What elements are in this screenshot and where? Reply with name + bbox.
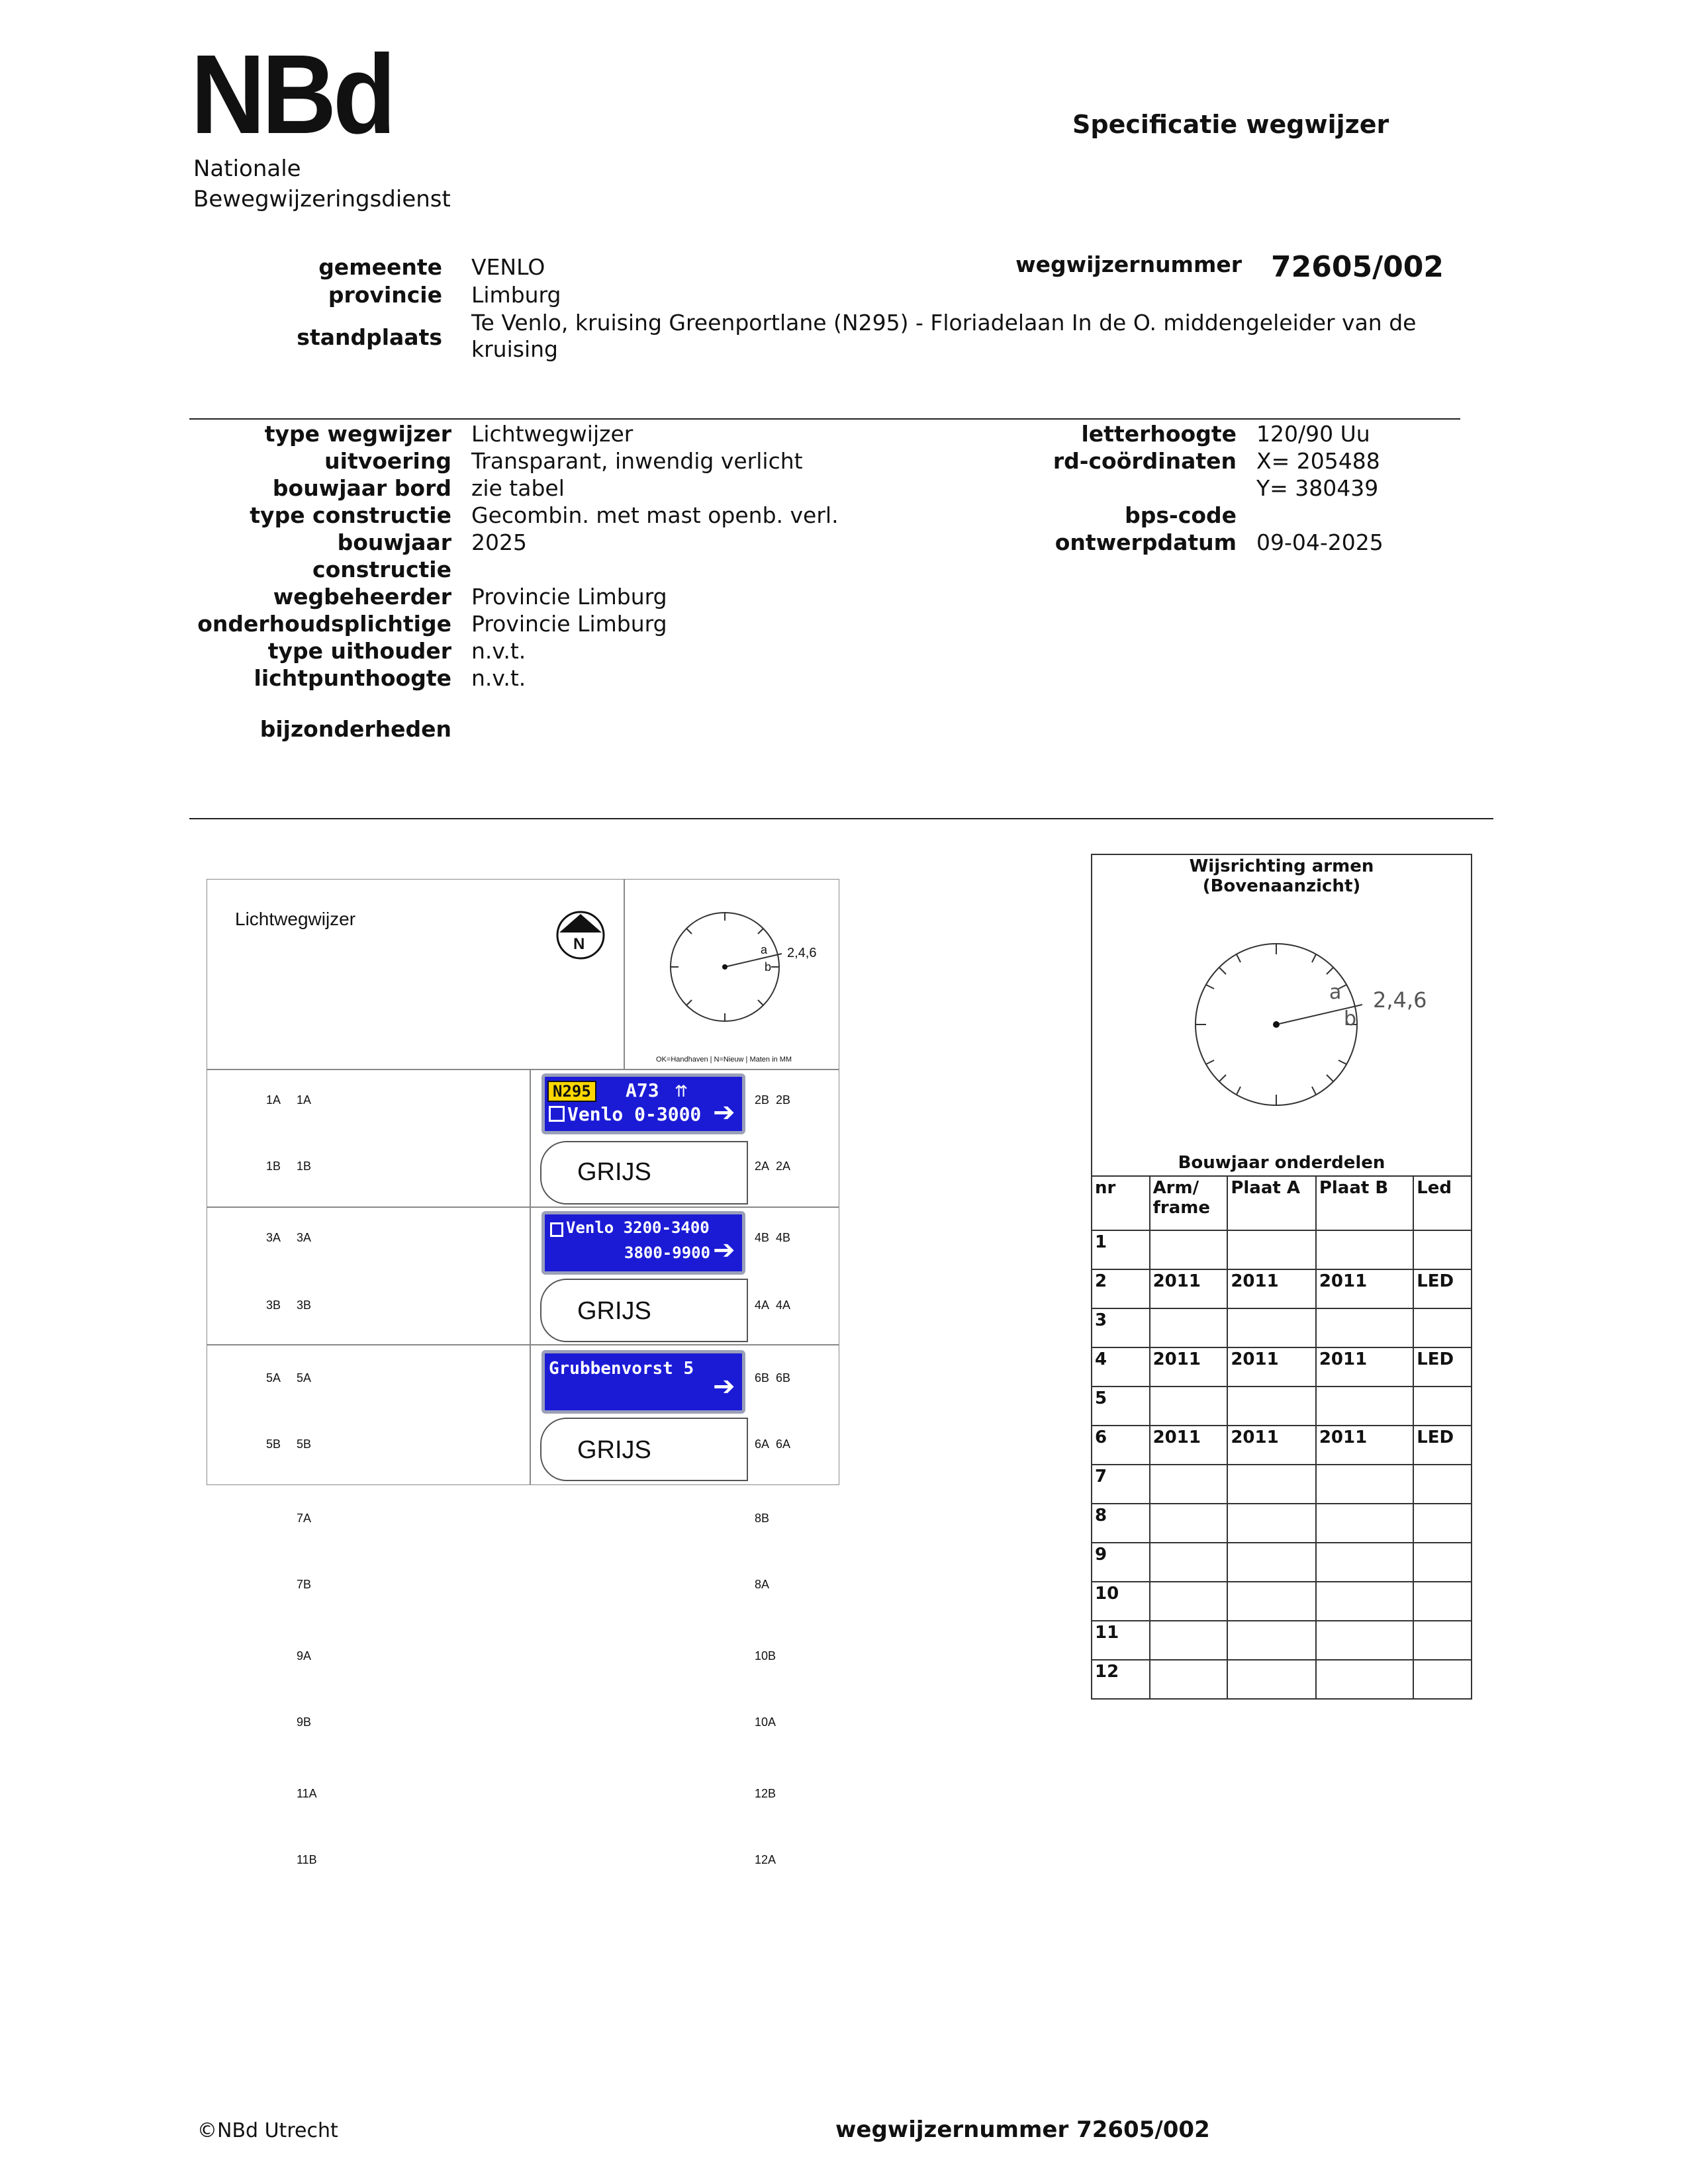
document-title: Specificatie wegwijzer: [1072, 110, 1389, 139]
plate-1-line1: A73: [626, 1079, 659, 1101]
plate-5: [541, 1350, 745, 1414]
extra-label-left: 7B: [297, 1578, 312, 1591]
table-cell: [1227, 1660, 1316, 1699]
sign-title-cell: [207, 879, 625, 1069]
logo-subtitle: Nationale Bewegwijzeringsdienst: [193, 156, 451, 212]
table-cell: 9: [1092, 1543, 1150, 1582]
table-row: [1092, 1426, 1472, 1465]
table-cell: [1227, 1543, 1316, 1582]
table-cell: [1227, 1621, 1316, 1660]
table-header-cell: Led: [1413, 1176, 1472, 1230]
table-cell: [1150, 1230, 1228, 1269]
table-cell: [1413, 1308, 1472, 1347]
spec-label: wegbeheerder: [273, 584, 451, 610]
footer-number: wegwijzernummer 72605/002: [835, 2116, 1210, 2143]
table-cell: [1227, 1504, 1316, 1543]
row-label-right-outer: 4B: [776, 1231, 791, 1244]
row-label-left-inner: 3B: [297, 1298, 312, 1312]
grey-label: GRIJS: [577, 1158, 651, 1186]
spec-value: zie tabel: [471, 475, 565, 501]
spec-value: X= 205488: [1256, 448, 1380, 474]
table-cell: 3: [1092, 1308, 1150, 1347]
row-label-right-inner: 4B: [755, 1231, 770, 1244]
extra-label-right: 8B: [755, 1512, 770, 1525]
provincie-label: provincie: [328, 282, 442, 308]
row-label-left-inner: 1A: [297, 1093, 312, 1107]
city-icon: [550, 1222, 563, 1237]
spec-label: rd-coördinaten: [1053, 448, 1237, 474]
direction-title: Wijsrichting armen (Bovenaanzicht): [1189, 856, 1374, 896]
table-header-cell: Plaat B: [1316, 1176, 1413, 1230]
wegwijzernummer-label: wegwijzernummer: [1015, 251, 1242, 277]
plate-6-grey: [540, 1418, 748, 1481]
spec-label: ontwerpdatum: [1055, 529, 1237, 555]
plate-2-grey: [540, 1141, 748, 1205]
spec-label: lichtpunthoogte: [254, 665, 451, 691]
table-cell: 2011: [1227, 1347, 1316, 1387]
extra-label-right: 12B: [755, 1787, 776, 1800]
provincie-value: Limburg: [471, 282, 561, 308]
spec-label: type uithouder: [267, 638, 451, 664]
extra-label-right: 10A: [755, 1715, 776, 1729]
plate-3-line2: 3800-9900: [624, 1244, 711, 1262]
spec-value: Provincie Limburg: [471, 584, 667, 610]
table-cell: [1413, 1387, 1472, 1426]
row-label-left-outer: 3A: [266, 1231, 281, 1244]
direction-angle-a: a: [1329, 981, 1342, 1004]
spec-value: Lichtwegwijzer: [471, 421, 633, 447]
mini-angle-a: a: [761, 943, 768, 956]
direction-panel: [1091, 854, 1472, 1177]
table-header-row: [1092, 1176, 1472, 1230]
spec-value: n.v.t.: [471, 665, 526, 691]
table-cell: 2011: [1316, 1347, 1413, 1387]
row-label-right-outer: 2A: [776, 1160, 791, 1173]
table-cell: [1150, 1504, 1228, 1543]
spec-value: Transparant, inwendig verlicht: [471, 448, 803, 474]
wegwijzernummer-value: 72605/002: [1271, 250, 1444, 284]
extra-label-left: 11A: [297, 1787, 317, 1800]
row-label-right-outer: 6A: [776, 1437, 791, 1451]
gemeente-label: gemeente: [318, 254, 442, 280]
table-cell: 2011: [1150, 1347, 1228, 1387]
sign-legend: OK=Handhaven | N=Nieuw | Maten in MM: [656, 1056, 792, 1064]
spec-value: Provincie Limburg: [471, 611, 667, 637]
spec-label: uitvoering: [324, 448, 451, 474]
table-cell: [1227, 1308, 1316, 1347]
row-label-right-inner: 2B: [755, 1093, 770, 1107]
sign-type-label: Lichtwegwijzer: [235, 909, 356, 929]
spec-value: 120/90 Uu: [1256, 421, 1370, 447]
spec-label: type constructie: [250, 502, 451, 528]
city-icon: [549, 1106, 565, 1122]
table-row: [1092, 1308, 1472, 1347]
spec-label: bps-code: [1125, 502, 1237, 528]
row-label-left-outer: 5B: [266, 1437, 281, 1451]
row-label-left-inner: 5A: [297, 1371, 312, 1385]
spec-label: constructie: [312, 557, 451, 582]
table-cell: [1413, 1660, 1472, 1699]
table-cell: 5: [1092, 1387, 1150, 1426]
row-label-left-outer: 1B: [266, 1160, 281, 1173]
row-label-left-outer: 1A: [266, 1093, 281, 1107]
table-cell: [1316, 1465, 1413, 1504]
table-cell: [1150, 1543, 1228, 1582]
table-cell: [1150, 1387, 1228, 1426]
table-cell: 2011: [1227, 1426, 1316, 1465]
standplaats-label: standplaats: [297, 324, 442, 350]
table-cell: 4: [1092, 1347, 1150, 1387]
table-header-cell: Plaat A: [1227, 1176, 1316, 1230]
spec-label: letterhoogte: [1081, 421, 1237, 447]
bouwjaar-table: [1091, 1175, 1472, 1700]
table-row: [1092, 1269, 1472, 1308]
row-label-right-inner: 6B: [755, 1371, 770, 1385]
table-cell: [1150, 1621, 1228, 1660]
footer-copyright: ©NBd Utrecht: [197, 2119, 338, 2142]
extra-label-right: 10B: [755, 1649, 776, 1662]
row-label-left-outer: 5A: [266, 1371, 281, 1385]
plate-4-grey: [540, 1279, 748, 1342]
table-cell: [1316, 1621, 1413, 1660]
row-label-left-outer: 3B: [266, 1298, 281, 1312]
standplaats-value: Te Venlo, kruising Greenportlane (N295) - Floriadelaan In de O. middengeleider van de kruising: [471, 310, 1417, 362]
plate-1: [541, 1073, 745, 1134]
table-cell: [1150, 1465, 1228, 1504]
table-cell: 11: [1092, 1621, 1150, 1660]
table-cell: [1413, 1621, 1472, 1660]
table-cell: LED: [1413, 1269, 1472, 1308]
table-cell: [1316, 1230, 1413, 1269]
table-cell: [1150, 1660, 1228, 1699]
table-cell: [1413, 1465, 1472, 1504]
table-cell: LED: [1413, 1347, 1472, 1387]
table-cell: LED: [1413, 1426, 1472, 1465]
highway-icon: ⇈: [675, 1082, 688, 1101]
spec-value: 09-04-2025: [1256, 529, 1383, 555]
direction-arms-label: 2,4,6: [1373, 987, 1427, 1013]
plate-5-line1: Grubbenvorst 5: [549, 1359, 694, 1379]
table-cell: [1316, 1660, 1413, 1699]
spec-value: n.v.t.: [471, 638, 526, 664]
extra-label-left: 11B: [297, 1853, 317, 1866]
mini-compass-cell: [624, 879, 839, 1069]
table-cell: 2011: [1150, 1426, 1228, 1465]
table-cell: [1227, 1582, 1316, 1621]
direction-compass-icon: [1193, 941, 1365, 1113]
grey-label: GRIJS: [577, 1297, 651, 1325]
row-label-right-outer: 2B: [776, 1093, 791, 1107]
table-row: [1092, 1582, 1472, 1621]
spec-value: Gecombin. met mast openb. verl.: [471, 502, 839, 528]
table-cell: [1413, 1504, 1472, 1543]
table-cell: [1316, 1387, 1413, 1426]
table-row: [1092, 1621, 1472, 1660]
spec-value: Y= 380439: [1256, 475, 1379, 501]
extra-label-left: 9B: [297, 1715, 312, 1729]
row-label-right-inner: 4A: [755, 1298, 770, 1312]
arrow-right-icon: ➔: [713, 1235, 735, 1265]
arrow-right-icon: ➔: [713, 1097, 735, 1128]
extra-label-right: 8A: [755, 1578, 770, 1591]
table-cell: [1316, 1308, 1413, 1347]
table-cell: [1316, 1582, 1413, 1621]
table-cell: [1150, 1308, 1228, 1347]
direction-angle-b: b: [1344, 1007, 1357, 1030]
table-cell: [1227, 1387, 1316, 1426]
bijzonderheden-label: bijzonderheden: [259, 716, 451, 742]
mini-angle-b: b: [765, 960, 772, 974]
plate-1-line2: Venlo 0-3000: [567, 1103, 702, 1125]
spec-value: 2025: [471, 529, 527, 555]
table-cell: 10: [1092, 1582, 1150, 1621]
mini-arms-label: 2,4,6: [787, 946, 817, 960]
row-label-right-outer: 6B: [776, 1371, 791, 1385]
bouwjaar-title: Bouwjaar onderdelen: [1178, 1153, 1385, 1173]
row-label-right-inner: 6A: [755, 1437, 770, 1451]
table-cell: [1316, 1543, 1413, 1582]
table-cell: [1150, 1582, 1228, 1621]
row-label-left-inner: 5B: [297, 1437, 312, 1451]
table-cell: [1227, 1230, 1316, 1269]
table-cell: [1227, 1465, 1316, 1504]
table-cell: 2011: [1316, 1269, 1413, 1308]
spec-label: bouwjaar: [337, 529, 451, 555]
plate-3: [541, 1211, 745, 1275]
table-row: [1092, 1504, 1472, 1543]
plate-3-line1: Venlo 3200-3400: [566, 1218, 710, 1237]
table-header-cell: nr: [1092, 1176, 1150, 1230]
table-cell: 2011: [1150, 1269, 1228, 1308]
nbd-logo: NBd: [191, 32, 393, 158]
table-cell: 2011: [1227, 1269, 1316, 1308]
table-cell: [1413, 1582, 1472, 1621]
table-row: [1092, 1660, 1472, 1699]
table-cell: 8: [1092, 1504, 1150, 1543]
table-row: [1092, 1230, 1472, 1269]
table-row: [1092, 1465, 1472, 1504]
extra-label-left: 9A: [297, 1649, 312, 1662]
gemeente-value: VENLO: [471, 254, 545, 280]
table-cell: 12: [1092, 1660, 1150, 1699]
sign-divider: [530, 1069, 531, 1485]
extra-label-right: 12A: [755, 1853, 776, 1866]
divider-bottom: [189, 818, 1493, 819]
row-label-left-inner: 3A: [297, 1231, 312, 1244]
table-cell: [1316, 1504, 1413, 1543]
table-row: [1092, 1347, 1472, 1387]
table-cell: 2011: [1316, 1426, 1413, 1465]
grey-label: GRIJS: [577, 1436, 651, 1464]
row-label-right-outer: 4A: [776, 1298, 791, 1312]
table-cell: 6: [1092, 1426, 1150, 1465]
table-row: [1092, 1387, 1472, 1426]
spec-label: bouwjaar bord: [272, 475, 451, 501]
row-label-right-inner: 2A: [755, 1160, 770, 1173]
table-cell: 7: [1092, 1465, 1150, 1504]
spec-label: onderhoudsplichtige: [197, 611, 451, 637]
divider-top: [189, 418, 1460, 420]
arrow-right-icon: ➔: [713, 1371, 735, 1402]
table-cell: 1: [1092, 1230, 1150, 1269]
table-cell: [1413, 1230, 1472, 1269]
spec-label: type wegwijzer: [264, 421, 451, 447]
north-label: N: [573, 935, 585, 953]
table-cell: [1413, 1543, 1472, 1582]
table-cell: 2: [1092, 1269, 1150, 1308]
table-row: [1092, 1543, 1472, 1582]
row-label-left-inner: 1B: [297, 1160, 312, 1173]
extra-label-left: 7A: [297, 1512, 312, 1525]
table-header-cell: Arm/ frame: [1150, 1176, 1228, 1230]
route-badge-n295: N295: [547, 1081, 596, 1102]
